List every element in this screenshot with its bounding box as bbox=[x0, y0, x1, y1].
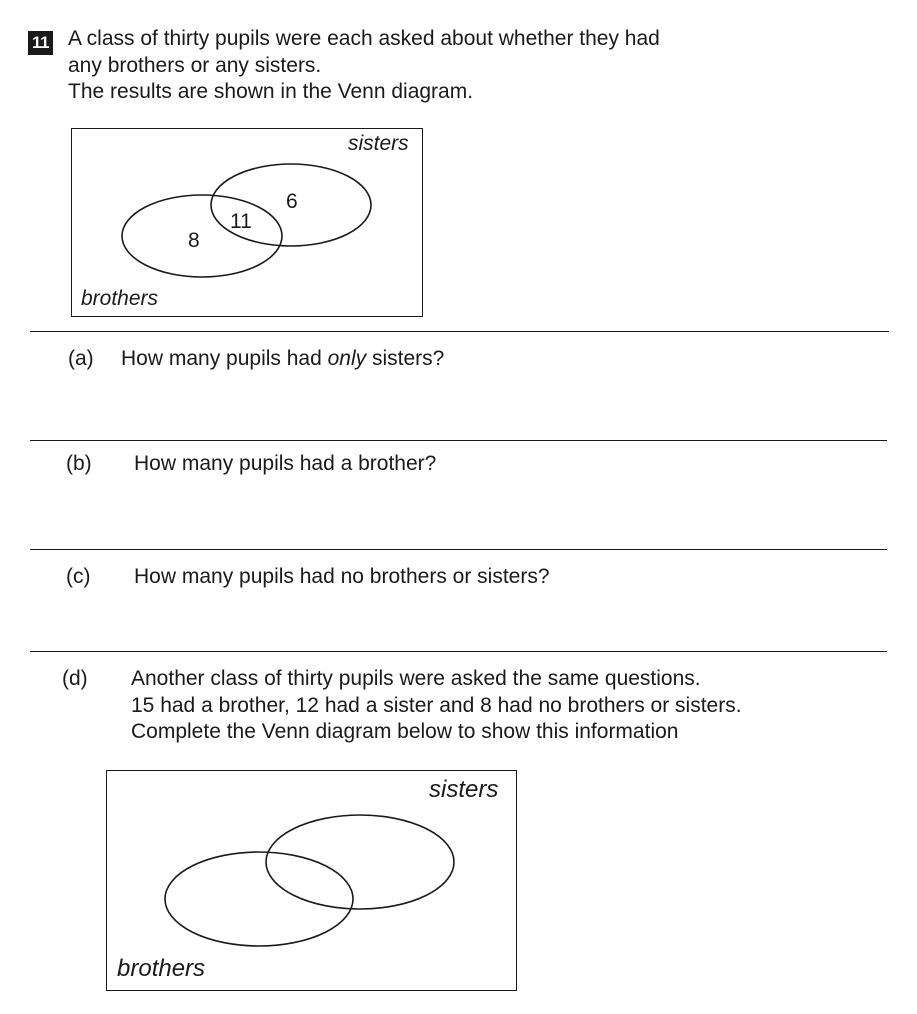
part-d-line-3: Complete the Venn diagram below to show this information bbox=[131, 720, 679, 743]
venn-diagram-results bbox=[71, 128, 423, 317]
part-c-question: How many pupils had no brothers or sisters? bbox=[134, 565, 550, 588]
part-d-line-1: Another class of thirty pupils were asked the same questions. bbox=[131, 667, 701, 690]
answer-region-neither bbox=[427, 921, 497, 971]
section-divider bbox=[30, 331, 889, 332]
sisters-label-blank: sisters bbox=[429, 776, 499, 803]
part-d-line-2: 15 had a brother, 12 had a sister and 8 had no brothers or sisters. bbox=[131, 693, 742, 717]
answer-region-brothers-only bbox=[187, 881, 247, 921]
brothers-ellipse bbox=[122, 195, 282, 277]
part-b-question: How many pupils had a brother? bbox=[134, 452, 437, 475]
answer-line-c[interactable] bbox=[30, 651, 887, 652]
answer-line-a[interactable] bbox=[30, 440, 887, 441]
answer-line-b[interactable] bbox=[30, 549, 887, 550]
brothers-label: brothers bbox=[81, 287, 159, 310]
answer-region-sisters-only bbox=[372, 836, 432, 876]
sisters-label: sisters bbox=[348, 132, 409, 155]
part-d-question bbox=[131, 666, 742, 746]
region-brothers-only: 8 bbox=[188, 229, 200, 252]
part-a-question: How many pupils had only sisters? bbox=[121, 347, 445, 370]
part-d-label: (d) bbox=[62, 667, 88, 690]
stem-line-3: The results are shown in the Venn diagram. bbox=[68, 80, 474, 103]
part-a-label: (a) bbox=[68, 347, 94, 370]
stem-line-1: A class of thirty pupils were each asked about whether they had bbox=[68, 27, 660, 50]
brothers-label-blank: brothers bbox=[117, 955, 206, 982]
region-both: 11 bbox=[230, 210, 252, 233]
stem-line-2: any brothers or any sisters. bbox=[68, 53, 322, 77]
question-number: 11 bbox=[28, 31, 53, 55]
question-stem bbox=[68, 26, 660, 106]
part-b-label: (b) bbox=[66, 452, 92, 475]
region-sisters-only: 6 bbox=[286, 190, 298, 213]
answer-region-both bbox=[277, 866, 337, 906]
part-c-label: (c) bbox=[66, 565, 91, 588]
venn-diagram-to-complete[interactable] bbox=[106, 770, 517, 991]
